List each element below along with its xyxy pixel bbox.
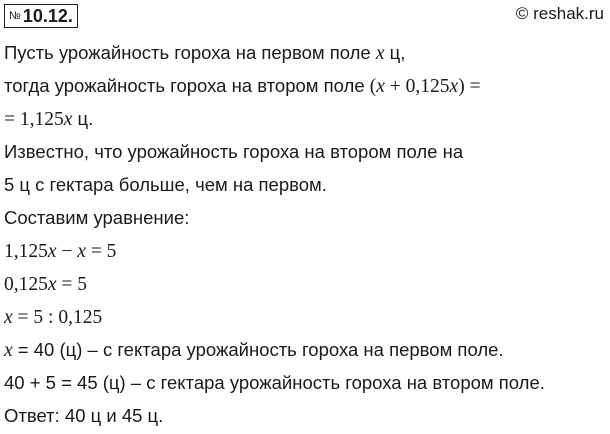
expr-part: = 5 (56, 274, 88, 295)
task-number: 10.12. (22, 5, 73, 26)
unit-text: ц. (72, 108, 94, 129)
expr-part: = 1,125 (4, 109, 64, 130)
expr-part: 0,125 (4, 274, 48, 295)
result-text: = 40 (ц) – с гектара урожайность гороха на первом поле. (12, 339, 504, 360)
line-text: тогда урожайность гороха на втором поле (4, 75, 370, 96)
variable: x (47, 274, 57, 295)
solution-line-1 (4, 36, 606, 69)
expr-part: = 5 : 0,125 (12, 307, 103, 328)
variable: x (77, 241, 86, 262)
variable: x (63, 109, 73, 130)
solution-text (4, 36, 606, 432)
equation-line-2 (4, 267, 606, 300)
equation-line-3 (4, 300, 606, 333)
solution-line-3 (4, 102, 606, 135)
number-sign: № (9, 10, 21, 22)
solution-line-2 (4, 69, 606, 102)
variable: x (449, 76, 459, 97)
task-number-badge (4, 4, 78, 28)
site-watermark: © reshak.ru (515, 4, 604, 23)
variable: x (376, 76, 385, 97)
result-line-2: 40 + 5 = 45 (ц) – с гектара урожайность гороха на втором поле. (4, 372, 545, 393)
expr-part: + 0,125 (384, 76, 450, 97)
expr-part: 1,125 (4, 241, 48, 262)
line-text: Пусть урожайность гороха на первом поле (4, 42, 376, 63)
result-line-1 (4, 333, 606, 366)
solution-line-5: 5 ц с гектара больше, чем на первом. (4, 174, 327, 195)
variable: x (4, 340, 13, 361)
expr-part: ( (369, 76, 377, 97)
equation-line-1 (4, 234, 606, 267)
expr-part: = 5 (85, 241, 117, 262)
answer-line: Ответ: 40 ц и 45 ц. (4, 405, 164, 426)
variable: x (375, 43, 385, 64)
solution-line-4: Известно, что урожайность гороха на втором поле на (4, 141, 464, 162)
unit-text: ц, (384, 42, 406, 63)
variable: x (47, 241, 57, 262)
expr-part: − (56, 241, 78, 262)
header (4, 4, 604, 32)
expr-part: ) = (458, 76, 481, 97)
variable: x (4, 307, 13, 328)
solution-line-6: Составим уравнение: (4, 207, 190, 228)
